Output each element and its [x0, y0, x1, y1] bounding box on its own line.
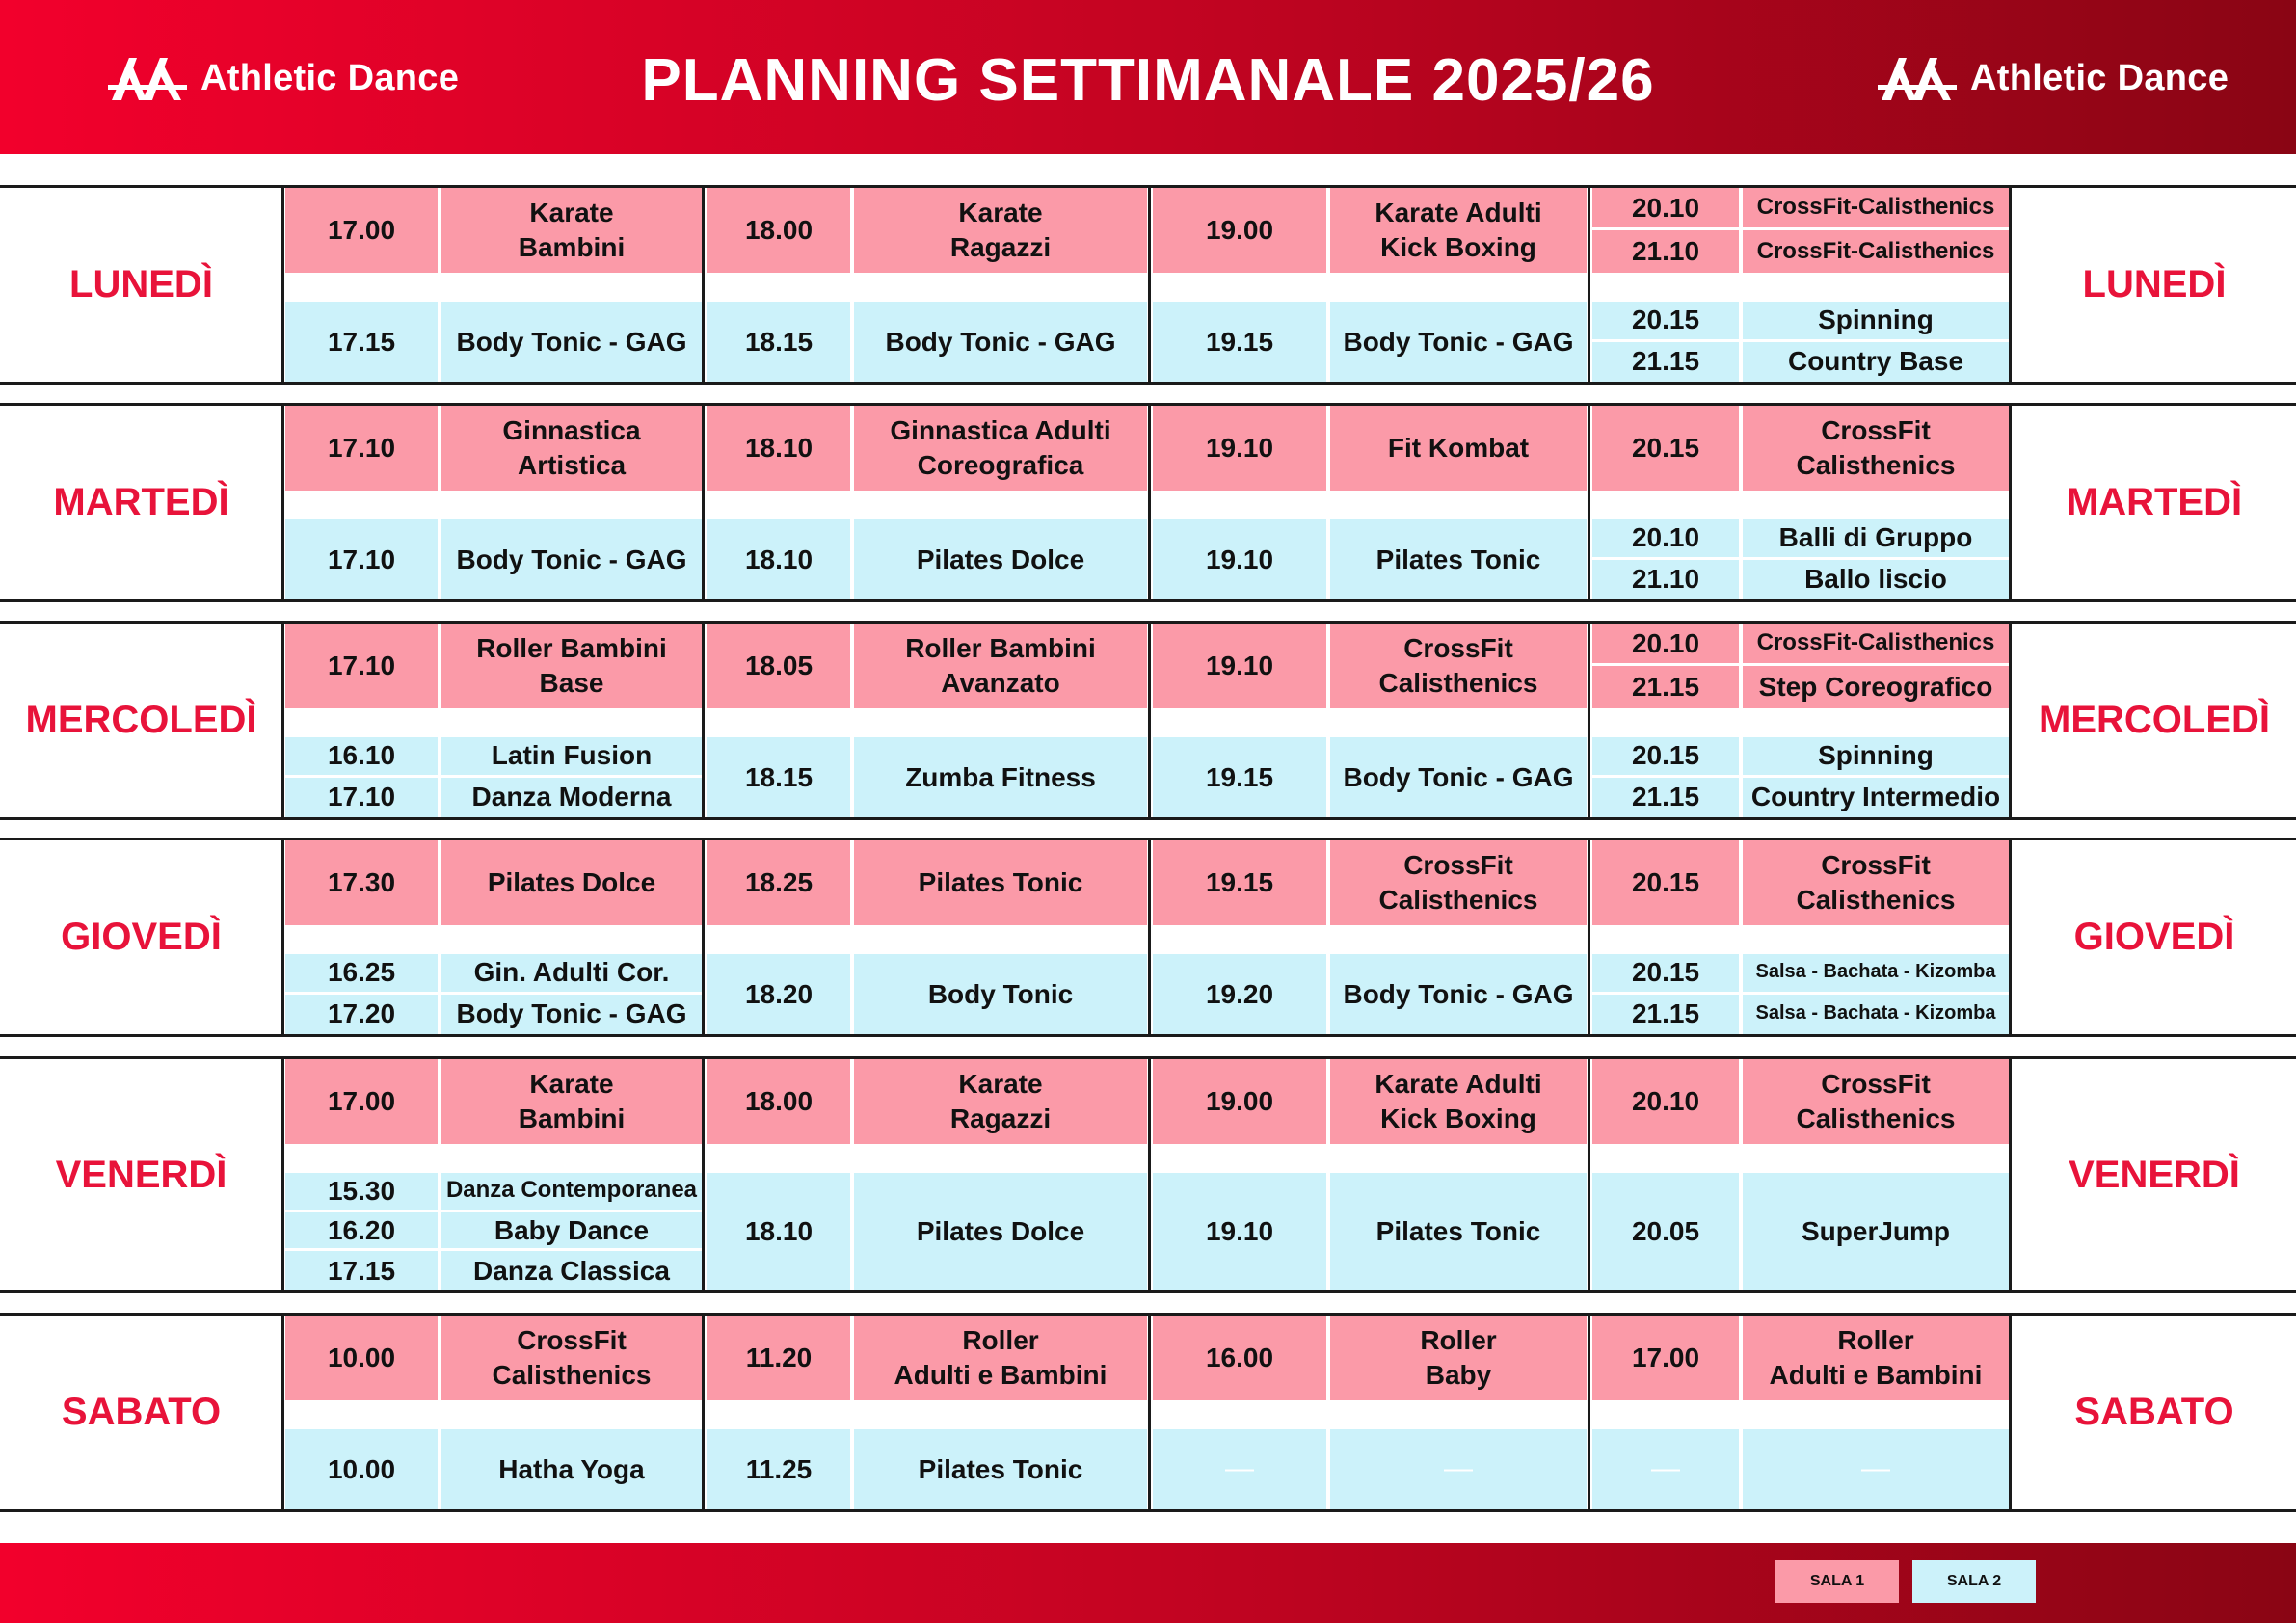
sala1-time: 17.30	[285, 840, 438, 925]
sala1-time: 17.00	[285, 188, 438, 273]
day-label-left: LUNEDÌ	[69, 263, 213, 306]
sala1-activity: Pilates Dolce	[441, 840, 702, 925]
sala2-time: 18.15	[707, 302, 850, 382]
sala1-activity: CrossFit Calisthenics	[1743, 840, 2009, 925]
sala2-time: 20.15	[1592, 302, 1739, 339]
sala2-time: 20.05	[1592, 1173, 1739, 1290]
sala1-time: 11.20	[707, 1316, 850, 1400]
column-divider	[2009, 403, 2012, 602]
sala1-time: 18.05	[707, 624, 850, 708]
column-divider	[281, 838, 284, 1037]
sala1-activity: Roller Bambini Avanzato	[854, 624, 1147, 708]
column-divider	[2009, 838, 2012, 1037]
day-label-right: VENERDÌ	[2069, 1153, 2240, 1196]
sala2-activity: Country Base	[1743, 342, 2009, 383]
sala2-time: 19.15	[1153, 737, 1326, 817]
sala1-activity: Ginnastica Artistica	[441, 406, 702, 491]
column-divider	[702, 185, 705, 385]
day-label-right: SABATO	[2074, 1391, 2234, 1433]
sala1-time: 18.00	[707, 1059, 850, 1144]
column-divider	[1148, 403, 1151, 602]
legend-sala-2: SALA 2	[1912, 1560, 2036, 1603]
sala1-time: 17.00	[285, 1059, 438, 1144]
column-divider	[1148, 1056, 1151, 1293]
sala2-activity: Body Tonic - GAG	[1330, 737, 1587, 817]
sala2-activity: SuperJump	[1743, 1173, 2009, 1290]
sala2-activity: Pilates Tonic	[1330, 519, 1587, 599]
brand-logo-right	[1878, 50, 2229, 106]
sala2-activity: Ballo liscio	[1743, 560, 2009, 600]
sala2-activity: Spinning	[1743, 302, 2009, 339]
header-banner	[0, 0, 2296, 154]
sala2-time: 17.10	[285, 778, 438, 818]
athletic-dance-logo-icon	[1878, 52, 1957, 104]
sala2-activity: Body Tonic - GAG	[1330, 954, 1587, 1034]
day-label-right: MARTEDÌ	[2066, 481, 2243, 523]
sala2-activity: Pilates Tonic	[854, 1429, 1147, 1509]
sala1-activity: Karate Ragazzi	[854, 1059, 1147, 1144]
column-divider	[1588, 621, 1590, 820]
sala2-activity: Baby Dance	[441, 1212, 702, 1249]
sala1-time: 20.15	[1592, 406, 1739, 491]
column-divider	[1588, 838, 1590, 1037]
sala2-time: 17.20	[285, 995, 438, 1035]
sala2-time: 18.15	[707, 737, 850, 817]
sala2-activity: Salsa - Bachata - Kizomba	[1743, 995, 2009, 1035]
sala1-activity: CrossFit Calisthenics	[1743, 406, 2009, 491]
sala1-activity: Karate Bambini	[441, 188, 702, 273]
column-divider	[281, 403, 284, 602]
column-divider	[281, 1056, 284, 1293]
sala1-activity: Ginnastica Adulti Coreografica	[854, 406, 1147, 491]
column-divider	[281, 621, 284, 820]
sala2-activity: Pilates Dolce	[854, 1173, 1147, 1290]
sala1-activity: CrossFit Calisthenics	[1743, 1059, 2009, 1144]
sala2-time: 18.20	[707, 954, 850, 1034]
sala2-time: 16.25	[285, 954, 438, 992]
day-label-left: MERCOLEDÌ	[25, 699, 257, 741]
brand-name: Athletic Dance	[200, 57, 460, 98]
sala2-activity: Body Tonic - GAG	[441, 995, 702, 1035]
sala2-time: 17.15	[285, 302, 438, 382]
sala2-activity: Pilates Tonic	[1330, 1173, 1587, 1290]
sala1-activity: CrossFit-Calisthenics	[1743, 624, 2009, 663]
sala2-time: —	[1153, 1429, 1326, 1509]
sala2-activity: Danza Moderna	[441, 778, 702, 818]
day-label-left: GIOVEDÌ	[61, 916, 222, 958]
page-title: PLANNING SETTIMANALE 2025/26	[641, 47, 1655, 114]
sala1-time: 21.10	[1592, 230, 1739, 273]
column-divider	[1148, 621, 1151, 820]
sala1-activity: CrossFit Calisthenics	[1330, 840, 1587, 925]
column-divider	[1588, 1056, 1590, 1293]
sala2-activity: Body Tonic - GAG	[441, 519, 702, 599]
sala2-activity: Hatha Yoga	[441, 1429, 702, 1509]
sala2-time: 17.15	[285, 1251, 438, 1290]
column-divider	[2009, 621, 2012, 820]
column-divider	[1588, 403, 1590, 602]
legend-sala-1: SALA 1	[1775, 1560, 1899, 1603]
sala1-activity: CrossFit Calisthenics	[441, 1316, 702, 1400]
sala2-time: 21.15	[1592, 778, 1739, 818]
sala2-time: 16.10	[285, 737, 438, 775]
sala2-time: 10.00	[285, 1429, 438, 1509]
sala2-activity: Body Tonic - GAG	[1330, 302, 1587, 382]
sala1-activity: Karate Bambini	[441, 1059, 702, 1144]
sala1-time: 19.10	[1153, 406, 1326, 491]
sala1-activity: CrossFit Calisthenics	[1330, 624, 1587, 708]
sala2-time: 15.30	[285, 1173, 438, 1210]
sala2-activity: Country Intermedio	[1743, 778, 2009, 818]
day-label-left: MARTEDÌ	[53, 481, 229, 523]
column-divider	[281, 1313, 284, 1512]
column-divider	[2009, 1056, 2012, 1293]
sala1-activity: Karate Ragazzi	[854, 188, 1147, 273]
sala1-time: 17.00	[1592, 1316, 1739, 1400]
sala2-time: 18.10	[707, 519, 850, 599]
sala1-time: 19.00	[1153, 1059, 1326, 1144]
sala1-activity: Pilates Tonic	[854, 840, 1147, 925]
sala2-time: 18.10	[707, 1173, 850, 1290]
sala1-time: 17.10	[285, 406, 438, 491]
column-divider	[1588, 1313, 1590, 1512]
sala2-activity: Gin. Adulti Cor.	[441, 954, 702, 992]
column-divider	[1588, 185, 1590, 385]
brand-name: Athletic Dance	[1970, 57, 2229, 98]
sala1-time: 18.00	[707, 188, 850, 273]
sala1-time: 19.10	[1153, 624, 1326, 708]
sala2-activity: Body Tonic - GAG	[854, 302, 1147, 382]
sala1-activity: CrossFit-Calisthenics	[1743, 188, 2009, 227]
sala2-activity: Salsa - Bachata - Kizomba	[1743, 954, 2009, 992]
column-divider	[702, 621, 705, 820]
sala2-time: 19.10	[1153, 519, 1326, 599]
sala2-activity: —	[1743, 1429, 2009, 1509]
sala2-time: 11.25	[707, 1429, 850, 1509]
day-label-left: SABATO	[61, 1391, 222, 1433]
column-divider	[702, 1313, 705, 1512]
sala1-time: 18.10	[707, 406, 850, 491]
sala2-time: 20.15	[1592, 737, 1739, 775]
sala1-time: 10.00	[285, 1316, 438, 1400]
day-label-right: LUNEDÌ	[2082, 263, 2227, 306]
sala1-time: 19.15	[1153, 840, 1326, 925]
sala2-activity: —	[1330, 1429, 1587, 1509]
sala2-activity: Latin Fusion	[441, 737, 702, 775]
sala2-activity: Zumba Fitness	[854, 737, 1147, 817]
column-divider	[702, 403, 705, 602]
sala2-time: 16.20	[285, 1212, 438, 1249]
sala2-activity: Danza Contemporanea	[441, 1173, 702, 1210]
sala1-time: 16.00	[1153, 1316, 1326, 1400]
sala1-activity: Roller Adulti e Bambini	[1743, 1316, 2009, 1400]
sala2-time: —	[1592, 1429, 1739, 1509]
column-divider	[1148, 838, 1151, 1037]
sala2-activity: Pilates Dolce	[854, 519, 1147, 599]
sala2-time: 19.20	[1153, 954, 1326, 1034]
sala1-activity: Fit Kombat	[1330, 406, 1587, 491]
sala1-activity: Roller Adulti e Bambini	[854, 1316, 1147, 1400]
day-label-right: GIOVEDÌ	[2073, 916, 2235, 958]
day-label-left: VENERDÌ	[55, 1153, 227, 1196]
sala1-activity: Karate Adulti Kick Boxing	[1330, 188, 1587, 273]
column-divider	[281, 185, 284, 385]
sala1-time: 20.10	[1592, 1059, 1739, 1144]
sala1-time: 19.00	[1153, 188, 1326, 273]
sala1-time: 20.10	[1592, 188, 1739, 227]
sala2-time: 19.10	[1153, 1173, 1326, 1290]
sala1-activity: Roller Baby	[1330, 1316, 1587, 1400]
sala2-activity: Spinning	[1743, 737, 2009, 775]
sala1-activity: CrossFit-Calisthenics	[1743, 230, 2009, 273]
sala1-time: 20.15	[1592, 840, 1739, 925]
column-divider	[702, 838, 705, 1037]
sala1-time: 18.25	[707, 840, 850, 925]
column-divider	[1148, 185, 1151, 385]
sala2-time: 21.15	[1592, 995, 1739, 1035]
sala1-activity: Roller Bambini Base	[441, 624, 702, 708]
sala2-activity: Balli di Gruppo	[1743, 519, 2009, 557]
sala1-time: 20.10	[1592, 624, 1739, 663]
day-label-right: MERCOLEDÌ	[2039, 699, 2270, 741]
sala2-time: 20.15	[1592, 954, 1739, 992]
sala2-time: 20.10	[1592, 519, 1739, 557]
sala2-time: 17.10	[285, 519, 438, 599]
sala2-time: 21.10	[1592, 560, 1739, 600]
column-divider	[2009, 1313, 2012, 1512]
sala1-time: 17.10	[285, 624, 438, 708]
sala2-activity: Danza Classica	[441, 1251, 702, 1290]
sala2-activity: Body Tonic - GAG	[441, 302, 702, 382]
sala1-time: 21.15	[1592, 666, 1739, 708]
column-divider	[1148, 1313, 1151, 1512]
column-divider	[2009, 185, 2012, 385]
sala2-activity: Body Tonic	[854, 954, 1147, 1034]
sala2-time: 19.15	[1153, 302, 1326, 382]
sala1-activity: Karate Adulti Kick Boxing	[1330, 1059, 1587, 1144]
sala1-activity: Step Coreografico	[1743, 666, 2009, 708]
sala2-time: 21.15	[1592, 342, 1739, 383]
column-divider	[702, 1056, 705, 1293]
